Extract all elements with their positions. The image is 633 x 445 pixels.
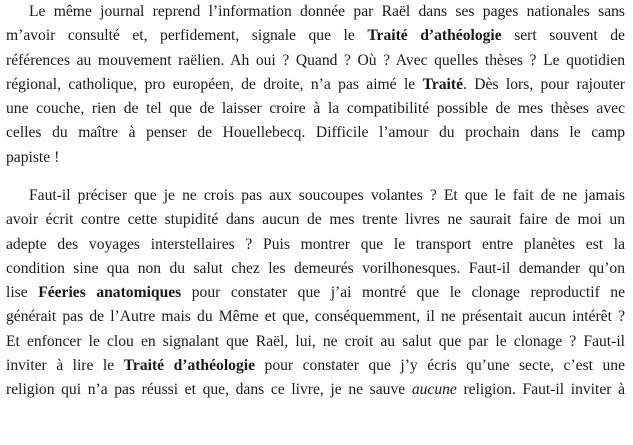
text-run: générait pas de l’Autre mais du Même et que, conséquemment, il ne présentait aucun intérêt ? — [6, 308, 625, 326]
text-run: avoir écrit contre cette stupidité dans aucun de mes trente livres ne saurait faire de moi un — [6, 211, 625, 229]
text-line — [6, 184, 625, 208]
text-run: condition sine qua non du salut chez les demeurés vorilhonesques. Faut-il demander qu’on — [6, 259, 625, 277]
text-line — [6, 378, 625, 402]
text-run: papiste ! — [6, 148, 60, 166]
text-run: m’avoir consulté et, perfidement, signale que le — [6, 27, 368, 45]
text-line — [6, 73, 625, 97]
text-run: adepte des voyages interstellaires ? Puis montrer que le transport entre planètes est la — [6, 235, 625, 253]
text-line — [6, 281, 625, 305]
text-run: religion qui n’a pas réussi et que, dans ce livre, je ne sauve — [6, 381, 412, 399]
book-title: Féeries anatomiques — [38, 284, 182, 302]
text-run: une couche, rien de tel que de laisser croire à la compatibilité possible de mes thèses avec — [6, 100, 625, 118]
text-line — [6, 49, 625, 73]
text-line — [6, 233, 625, 257]
book-title: Traité — [422, 75, 464, 93]
text-line — [6, 257, 625, 281]
text-line — [6, 0, 625, 24]
text-run: pour constater que j’ai montré que le clonage reproductif ne — [181, 284, 625, 302]
emphasis: aucune — [411, 381, 457, 399]
text-run: pour constater que j’y écris qu’une secte, c’est une — [255, 357, 625, 375]
text-line — [6, 121, 625, 145]
text-run: Le même journal reprend l’information donnée par Raël dans ses pages nationales sans — [29, 3, 625, 20]
text-line — [6, 97, 625, 121]
book-title: Traité d’athéologie — [367, 27, 502, 45]
text-run: régional, catholique, pro européen, de droite, n’a pas aimé le — [6, 75, 423, 93]
text-line — [6, 146, 625, 170]
text-line — [6, 208, 625, 232]
text-run: inviter à lire le — [6, 357, 124, 375]
text-line — [6, 330, 625, 354]
text-run: celles du maître à penser de Houellebecq. Difficile l’amour du prochain dans le camp — [6, 124, 625, 142]
text-run: références au mouvement raëlien. Ah oui ? Quand ? Où ? Avec quelles thèses ? Le quotidien — [6, 51, 625, 69]
text-line — [6, 24, 625, 48]
text-run: religion. Faut-il inviter à — [456, 381, 625, 399]
book-title: Traité d’athéologie — [123, 357, 256, 375]
text-line — [6, 305, 625, 329]
text-run: . Dès lors, pour rajouter — [463, 75, 625, 93]
text-run: Faut-il préciser que je ne crois pas aux soucoupes volantes ? Et que le fait de ne jamais — [29, 187, 625, 204]
text-run: sert souvent de — [501, 27, 625, 45]
text-run: lise — [6, 284, 39, 302]
paragraph-2 — [6, 184, 625, 403]
text-line — [6, 354, 625, 378]
paragraph-1 — [6, 0, 625, 170]
text-run: Et enfoncer le clou en signalant que Raël, lui, ne croit au salut que par le clonage ? Faut-il — [6, 332, 625, 350]
